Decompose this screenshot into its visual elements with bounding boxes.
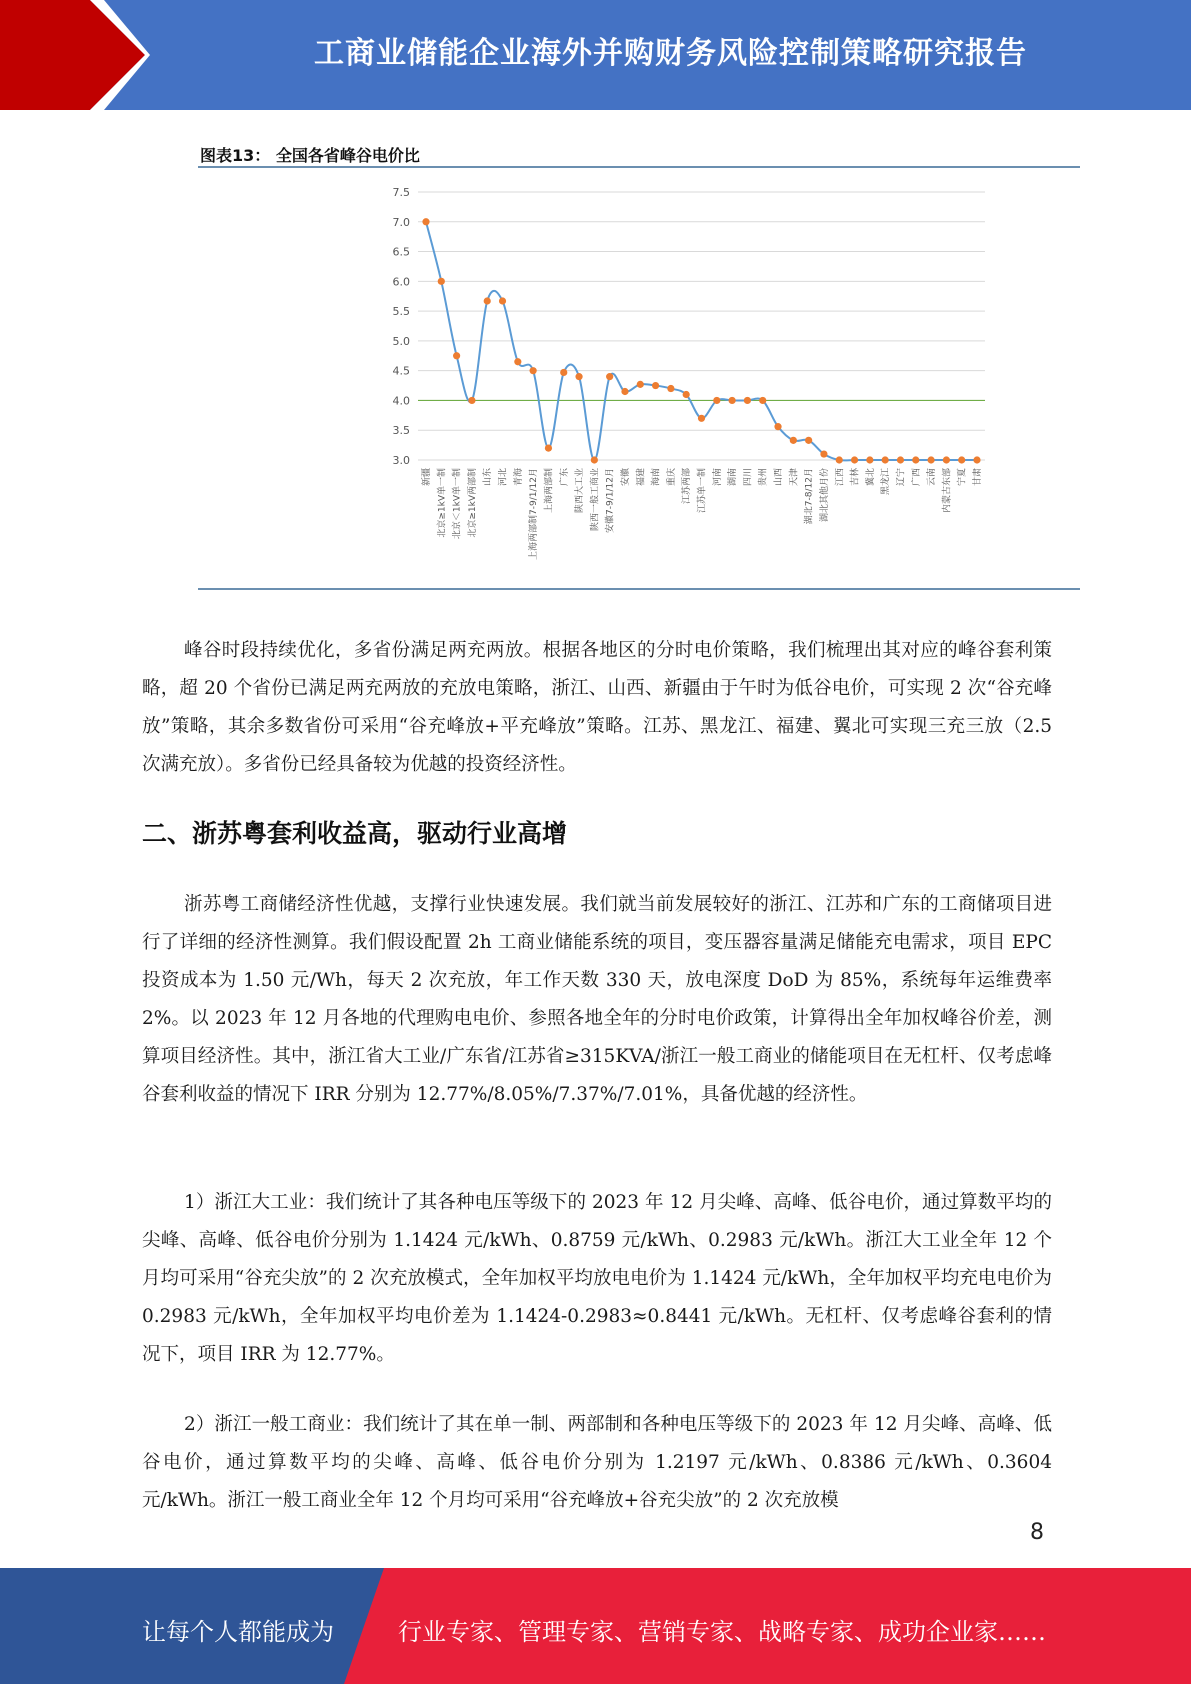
x-category-label: 湖南: [728, 468, 739, 487]
data-point: [422, 218, 429, 225]
data-point: [621, 388, 628, 395]
data-point: [667, 385, 674, 392]
x-category-label: 河北: [498, 468, 509, 487]
x-category-label: 贵州: [758, 468, 769, 487]
data-point: [713, 397, 720, 404]
data-point: [729, 397, 736, 404]
x-category-label: 天津: [789, 468, 800, 487]
data-point: [499, 297, 506, 304]
figure-title: 图表13： 全国各省峰谷电价比: [200, 146, 420, 165]
data-point: [943, 456, 950, 463]
x-category-label: 湖北其他月份: [819, 468, 830, 523]
x-category-label: 广东: [559, 468, 570, 487]
report-title: 工商业储能企业海外并购财务风险控制策略研究报告: [314, 36, 1027, 71]
y-tick-label: 3.5: [392, 424, 410, 438]
section-heading: 二、浙苏粤套利收益高，驱动行业高增: [142, 819, 568, 848]
data-point: [591, 456, 598, 463]
x-category-label: 安徽7-9/1/12月: [605, 468, 616, 533]
data-point: [820, 450, 827, 457]
data-point: [683, 391, 690, 398]
x-category-label: 上海两部制: [544, 468, 555, 514]
y-tick-label: 5.5: [392, 305, 410, 319]
x-category-label: 河南: [712, 468, 723, 487]
x-category-label: 山西: [774, 468, 785, 487]
data-point: [637, 381, 644, 388]
x-category-label: 海南: [651, 468, 662, 487]
y-tick-label: 7.5: [392, 186, 410, 199]
x-category-label: 上海两部制7-9/1/12月: [529, 468, 540, 560]
y-tick-label: 3.0: [392, 454, 410, 467]
x-category-label: 湖北7-8/12月: [804, 468, 815, 525]
data-point: [774, 423, 781, 430]
x-category-label: 安徽: [620, 468, 631, 487]
data-point: [438, 278, 445, 285]
header-red-chevron: [0, 0, 150, 110]
data-point: [973, 456, 980, 463]
x-category-label: 云南: [927, 468, 938, 487]
x-category-label: 陕西一般工商业: [590, 468, 601, 532]
y-tick-label: 4.0: [392, 394, 410, 408]
data-point: [836, 456, 843, 463]
x-category-label: 福建: [636, 468, 647, 487]
data-point: [606, 373, 613, 380]
data-point: [514, 358, 521, 365]
x-category-label: 北京＜1kV单一制: [452, 468, 463, 540]
data-point: [468, 397, 475, 404]
y-tick-label: 5.0: [392, 334, 410, 348]
data-point: [851, 456, 858, 463]
data-point: [530, 367, 537, 374]
footer-slogan-left: 让每个人都能成为: [142, 1618, 334, 1646]
data-point: [897, 456, 904, 463]
x-category-label: 黑龙江: [881, 467, 892, 496]
paragraph-economics: 浙苏粤工商储经济性优越，支撑行业快速发展。我们就当前发展较好的浙江、江苏和广东的工商储项目进行了详细的经济性测算。我们假设配置 2h 工商业储能系统的项目，变压器容量满足储能充电需求，项目 EPC 投资成本为 1.50 元/Wh，每天 2 次充放，年工作天数 330 天，放电深度 DoD 为 85%，系统每年运维费率 2%。以 2023 年 12 月各地的代理购电电价、参照各地全年的分时电价政策，计算得出全年加权峰谷价差，测算项目经济性。其中，浙江省大工业/广东省/江苏省≥315KVA/浙江一般工商业的储能项目在无杠杆、仅考虑峰谷套利收益的情况下 IRR 分别为 12.77%/8.05%/7.37%/7.01%，具备优越的经济性。: [142, 894, 1052, 1105]
footer-slogan-right: 行业专家、管理专家、营销专家、战略专家、成功企业家……: [398, 1618, 1046, 1646]
data-point: [484, 297, 491, 304]
data-point: [560, 369, 567, 376]
x-category-label: 新疆: [422, 468, 432, 487]
paragraph-zhejiang-large-industry: 1）浙江大工业：我们统计了其各种电压等级下的 2023 年 12 月尖峰、高峰、低谷电价，通过算数平均的尖峰、高峰、低谷电价分别为 1.1424 元/kWh、0.8759 元/kWh、0.2983 元/kWh。浙江大工业全年 12 个月均可采用“谷充尖放”的 2 次充放模式，全年加权平均放电电价为 1.1424 元/kWh，全年加权平均充电电价为 0.2983 元/kWh，全年加权平均电价差为 1.1424-0.2983≈0.8441 元/kWh。无杠杆、仅考虑峰谷套利的情况下，项目 IRR 为 12.77%。: [142, 1192, 1052, 1365]
x-category-label: 陕西大工业: [575, 468, 586, 514]
y-tick-label: 4.5: [392, 364, 410, 378]
data-point: [958, 456, 965, 463]
x-category-label: 北京≥1kV两部制: [467, 468, 478, 538]
peak-valley-ratio-chart: [380, 178, 1000, 578]
data-point: [698, 415, 705, 422]
data-point: [759, 397, 766, 404]
x-category-label: 江苏两部: [682, 468, 693, 505]
x-category-label: 江西: [835, 468, 846, 487]
x-category-label: 辽宁: [896, 468, 907, 487]
x-category-label: 内蒙古东部: [942, 468, 953, 514]
data-point: [652, 382, 659, 389]
x-category-label: 江苏单一制: [697, 468, 708, 514]
data-point: [545, 444, 552, 451]
data-point: [805, 437, 812, 444]
data-point: [912, 456, 919, 463]
data-point: [866, 456, 873, 463]
data-point: [882, 456, 889, 463]
data-point: [927, 456, 934, 463]
data-point: [575, 373, 582, 380]
x-category-label: 广西: [911, 468, 922, 487]
x-category-label: 青海: [513, 468, 524, 487]
x-category-label: 吉林: [850, 468, 861, 487]
x-category-label: 四川: [743, 468, 754, 487]
x-category-label: 宁夏: [957, 468, 968, 487]
x-category-label: 北京≥1kV单一制: [437, 468, 448, 538]
x-category-label: 重庆: [666, 468, 677, 487]
x-category-label: 冀北: [865, 468, 876, 487]
page-number: 8: [1030, 1520, 1044, 1545]
y-tick-label: 6.0: [392, 275, 410, 289]
y-tick-label: 7.0: [392, 215, 410, 229]
x-category-label: 甘肃: [973, 468, 983, 487]
data-point: [744, 397, 751, 404]
figure-bottom-rule: [198, 588, 1080, 590]
data-point: [453, 352, 460, 359]
figure-top-rule: [198, 166, 1080, 168]
paragraph-zhejiang-general-commerce: 2）浙江一般工商业：我们统计了其在单一制、两部制和各种电压等级下的 2023 年 12 月尖峰、高峰、低谷电价，通过算数平均的尖峰、高峰、低谷电价分别为 1.2197 元/kWh、0.8386 元/kWh、0.3604 元/kWh。浙江一般工商业全年 12 个月均可采用“谷充峰放+谷充尖放”的 2 次充放模: [142, 1414, 1052, 1511]
header-banner: [0, 0, 1191, 110]
paragraph-peak-valley-optimization: 峰谷时段持续优化，多省份满足两充两放。根据各地区的分时电价策略，我们梳理出其对应的峰谷套利策略，超 20 个省份已满足两充两放的充放电策略，浙江、山西、新疆由于午时为低谷电价，可实现 2 次“谷充峰放”策略，其余多数省份可采用“谷充峰放+平充峰放”策略。江苏、黑龙江、福建、翼北可实现三充三放（2.5 次满充放）。多省份已经具备较为优越的投资经济性。: [142, 640, 1052, 775]
x-category-label: 山东: [483, 468, 494, 487]
data-point: [790, 437, 797, 444]
y-tick-label: 6.5: [392, 245, 410, 259]
